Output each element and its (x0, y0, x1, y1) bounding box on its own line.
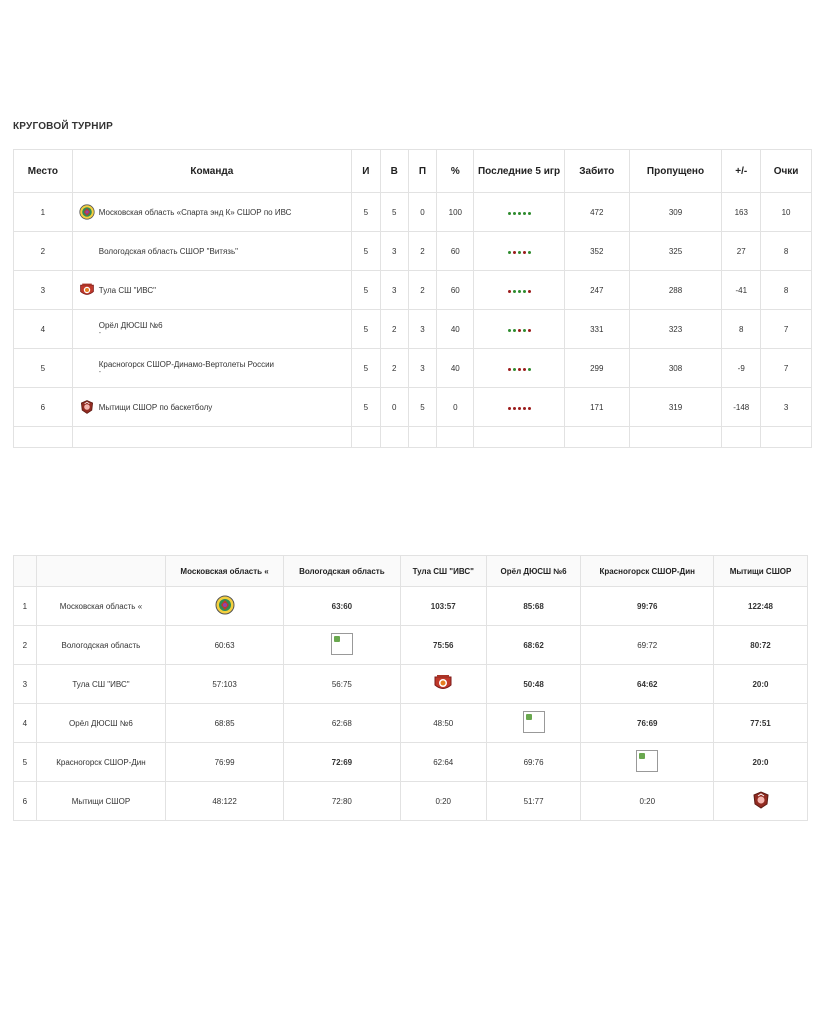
crosstable-row-num: 4 (14, 704, 37, 743)
standings-row[interactable] (14, 193, 812, 232)
crosstable-row-num: 1 (14, 587, 37, 626)
header-conceded[interactable]: Пропущено (629, 150, 722, 193)
place-cell: 4 (14, 310, 73, 349)
crosstable-row-team[interactable]: Мытищи СШОР (36, 782, 166, 821)
wins-cell: 3 (380, 271, 408, 310)
score-win-cell[interactable]: 77:51 (714, 704, 808, 743)
score-win-cell[interactable]: 20:0 (714, 665, 808, 704)
win-dot-icon (513, 329, 516, 332)
standings-table (13, 149, 812, 448)
loss-dot-icon (528, 290, 531, 293)
conceded-cell: 323 (629, 310, 722, 349)
score-win-cell[interactable]: 76:69 (581, 704, 714, 743)
crosstable-row-num: 2 (14, 626, 37, 665)
standings-row[interactable] (14, 349, 812, 388)
crosstable-header-orel: Орёл ДЮСШ №6 (486, 556, 581, 587)
points-cell: 8 (761, 232, 812, 271)
loss-dot-icon (518, 407, 521, 410)
last5-cell (474, 271, 565, 310)
games-cell: 5 (351, 310, 380, 349)
diff-cell: 8 (722, 310, 761, 349)
header-losses[interactable]: П (408, 150, 437, 193)
score-win-cell[interactable]: 50:48 (486, 665, 581, 704)
score-win-cell[interactable]: 75:56 (400, 626, 486, 665)
win-dot-icon (523, 290, 526, 293)
scored-cell: 331 (564, 310, 629, 349)
score-loss-cell[interactable]: 57:103 (166, 665, 284, 704)
crosstable-header-row (14, 556, 808, 587)
diff-cell: -41 (722, 271, 761, 310)
conceded-cell: 288 (629, 271, 722, 310)
crosstable-row (14, 587, 808, 626)
team-name-link[interactable]: Вологодская область СШОР "Витязь" (98, 246, 238, 256)
team-logo-icon (79, 360, 95, 376)
crosstable-header-num (14, 556, 37, 587)
score-loss-cell[interactable]: 60:63 (166, 626, 284, 665)
team-name-link[interactable]: Орёл ДЮСШ №6 (98, 320, 163, 330)
losses-cell: 3 (408, 349, 437, 388)
last5-cell (474, 310, 565, 349)
crosstable-row-num: 3 (14, 665, 37, 704)
score-loss-cell[interactable]: 0:20 (400, 782, 486, 821)
empty-cell (722, 427, 761, 448)
diff-cell: -9 (722, 349, 761, 388)
conceded-cell: 325 (629, 232, 722, 271)
points-cell: 3 (761, 388, 812, 427)
crosstable-header-moscow: Московская область « (166, 556, 284, 587)
loss-dot-icon (513, 251, 516, 254)
self-cell (166, 587, 284, 626)
place-cell: 2 (14, 232, 73, 271)
loss-dot-icon (508, 407, 511, 410)
points-cell: 7 (761, 349, 812, 388)
team-logo-icon (433, 686, 453, 695)
score-win-cell[interactable]: 64:62 (581, 665, 714, 704)
team-name-link[interactable]: Красногорск СШОР-Динамо-Вертолеты России (98, 359, 275, 369)
loss-dot-icon (523, 251, 526, 254)
crosstable-row (14, 743, 808, 782)
score-win-cell[interactable]: 20:0 (714, 743, 808, 782)
header-place[interactable]: Место (14, 150, 73, 193)
scored-cell: 352 (564, 232, 629, 271)
win-dot-icon (528, 251, 531, 254)
loss-dot-icon (508, 290, 511, 293)
diff-cell: 163 (722, 193, 761, 232)
wins-cell: 3 (380, 232, 408, 271)
percent-cell: 60 (437, 271, 474, 310)
loss-dot-icon (528, 407, 531, 410)
empty-cell (14, 427, 73, 448)
percent-cell: 40 (437, 349, 474, 388)
empty-cell (629, 427, 722, 448)
place-cell: 3 (14, 271, 73, 310)
points-cell: 10 (761, 193, 812, 232)
loss-dot-icon (523, 368, 526, 371)
empty-cell (437, 427, 474, 448)
empty-cell (72, 427, 351, 448)
crosstable-header-tula: Тула СШ "ИВС" (400, 556, 486, 587)
loss-dot-icon (518, 368, 521, 371)
header-percent[interactable]: % (437, 150, 474, 193)
team-cell[interactable] (72, 193, 351, 232)
team-name-link[interactable]: Тула СШ "ИВС" (98, 285, 156, 295)
last5-cell (474, 232, 565, 271)
last5-cell (474, 388, 565, 427)
empty-cell (474, 427, 565, 448)
score-loss-cell[interactable]: 69:76 (486, 743, 581, 782)
scored-cell: 171 (564, 388, 629, 427)
scored-cell: 299 (564, 349, 629, 388)
self-cell (581, 743, 714, 782)
scored-cell: 472 (564, 193, 629, 232)
games-cell: 5 (351, 271, 380, 310)
points-cell: 8 (761, 271, 812, 310)
place-cell: 1 (14, 193, 73, 232)
last5-cell (474, 349, 565, 388)
win-dot-icon (508, 251, 511, 254)
crosstable-row (14, 782, 808, 821)
place-cell: 6 (14, 388, 73, 427)
score-loss-cell[interactable]: 62:68 (283, 704, 400, 743)
score-win-cell[interactable]: 72:69 (283, 743, 400, 782)
wins-cell: 5 (380, 193, 408, 232)
points-cell: 7 (761, 310, 812, 349)
team-logo-icon (79, 204, 95, 220)
last5-cell (474, 193, 565, 232)
empty-cell (380, 427, 408, 448)
loss-dot-icon (508, 368, 511, 371)
score-win-cell[interactable]: 85:68 (486, 587, 581, 626)
games-cell: 5 (351, 193, 380, 232)
score-loss-cell[interactable]: 48:50 (400, 704, 486, 743)
win-dot-icon (513, 368, 516, 371)
conceded-cell: 308 (629, 349, 722, 388)
team-cell[interactable] (72, 349, 351, 388)
self-cell (714, 782, 808, 821)
crosstable-header-team (36, 556, 166, 587)
team-cell[interactable] (72, 388, 351, 427)
score-loss-cell[interactable]: 68:85 (166, 704, 284, 743)
games-cell: 5 (351, 232, 380, 271)
score-win-cell[interactable]: 63:60 (283, 587, 400, 626)
percent-cell: 100 (437, 193, 474, 232)
team-logo-icon (79, 243, 95, 259)
header-scored[interactable]: Забито (564, 150, 629, 193)
broken-image-icon (523, 711, 545, 733)
diff-cell: -148 (722, 388, 761, 427)
crosstable-header-mytishchi: Мытищи СШОР (714, 556, 808, 587)
self-cell (283, 626, 400, 665)
team-logo-icon (79, 282, 95, 298)
win-dot-icon (513, 290, 516, 293)
conceded-cell: 309 (629, 193, 722, 232)
empty-cell (564, 427, 629, 448)
standings-row[interactable] (14, 388, 812, 427)
standings-row[interactable] (14, 232, 812, 271)
crosstable-row-num: 5 (14, 743, 37, 782)
score-loss-cell[interactable]: 72:80 (283, 782, 400, 821)
score-loss-cell[interactable]: 56:75 (283, 665, 400, 704)
conceded-cell: 319 (629, 388, 722, 427)
crosstable-header-vologda: Вологодская область (283, 556, 400, 587)
empty-cell (351, 427, 380, 448)
crosstable-row-team[interactable]: Вологодская область (36, 626, 166, 665)
percent-cell: 60 (437, 232, 474, 271)
team-logo-icon (79, 399, 95, 415)
win-dot-icon (518, 212, 521, 215)
standings-header-row (14, 150, 812, 193)
header-last5[interactable]: Последние 5 игр (474, 150, 565, 193)
losses-cell: 2 (408, 271, 437, 310)
percent-cell: 0 (437, 388, 474, 427)
team-cell[interactable] (72, 310, 351, 349)
team-subtitle: - (98, 329, 102, 337)
score-loss-cell[interactable]: 69:72 (581, 626, 714, 665)
header-games[interactable]: И (351, 150, 380, 193)
win-dot-icon (508, 329, 511, 332)
place-cell: 5 (14, 349, 73, 388)
percent-cell: 40 (437, 310, 474, 349)
header-diff[interactable]: +/- (722, 150, 761, 193)
crosstable-row (14, 665, 808, 704)
diff-cell: 27 (722, 232, 761, 271)
self-cell (400, 665, 486, 704)
score-loss-cell[interactable]: 76:99 (166, 743, 284, 782)
team-logo-icon (79, 321, 95, 337)
win-dot-icon (518, 251, 521, 254)
empty-cell (408, 427, 437, 448)
team-name-link[interactable]: Мытищи СШОР по баскетболу (98, 402, 213, 412)
loss-dot-icon (528, 329, 531, 332)
crosstable-row-num: 6 (14, 782, 37, 821)
score-loss-cell[interactable]: 62:64 (400, 743, 486, 782)
scored-cell: 247 (564, 271, 629, 310)
wins-cell: 0 (380, 388, 408, 427)
score-win-cell[interactable]: 99:76 (581, 587, 714, 626)
win-dot-icon (513, 212, 516, 215)
score-win-cell[interactable]: 122:48 (714, 587, 808, 626)
crosstable-row (14, 704, 808, 743)
standings-row[interactable] (14, 271, 812, 310)
crosstable (13, 555, 808, 821)
header-points[interactable]: Очки (761, 150, 812, 193)
score-loss-cell[interactable]: 51:77 (486, 782, 581, 821)
win-dot-icon (518, 290, 521, 293)
win-dot-icon (528, 368, 531, 371)
score-win-cell[interactable]: 80:72 (714, 626, 808, 665)
standings-empty-row (14, 427, 812, 448)
games-cell: 5 (351, 349, 380, 388)
losses-cell: 5 (408, 388, 437, 427)
win-dot-icon (508, 212, 511, 215)
losses-cell: 2 (408, 232, 437, 271)
team-logo-icon (751, 803, 771, 812)
win-dot-icon (528, 212, 531, 215)
standings-row[interactable] (14, 310, 812, 349)
win-dot-icon (523, 212, 526, 215)
team-cell[interactable] (72, 271, 351, 310)
score-win-cell[interactable]: 68:62 (486, 626, 581, 665)
team-cell[interactable] (72, 232, 351, 271)
team-name-link[interactable]: Московская область «Спарта энд К» СШОР по ИВС (98, 207, 292, 217)
crosstable-row (14, 626, 808, 665)
wins-cell: 2 (380, 349, 408, 388)
team-logo-icon (215, 608, 235, 617)
loss-dot-icon (518, 329, 521, 332)
header-wins[interactable]: В (380, 150, 408, 193)
team-subtitle: - (98, 368, 102, 376)
score-win-cell[interactable]: 103:57 (400, 587, 486, 626)
loss-dot-icon (523, 407, 526, 410)
crosstable-header-krasnogorsk: Красногорск СШОР-Дин (581, 556, 714, 587)
header-team[interactable]: Команда (72, 150, 351, 193)
score-loss-cell[interactable]: 48:122 (166, 782, 284, 821)
crosstable-row-team[interactable]: Орёл ДЮСШ №6 (36, 704, 166, 743)
empty-cell (761, 427, 812, 448)
losses-cell: 0 (408, 193, 437, 232)
page-title: КРУГОВОЙ ТУРНИР (13, 121, 113, 132)
crosstable-row-team[interactable]: Тула СШ "ИВС" (36, 665, 166, 704)
losses-cell: 3 (408, 310, 437, 349)
broken-image-icon (331, 633, 353, 655)
broken-image-icon (636, 750, 658, 772)
loss-dot-icon (513, 407, 516, 410)
score-loss-cell[interactable]: 0:20 (581, 782, 714, 821)
crosstable-row-team[interactable]: Красногорск СШОР-Дин (36, 743, 166, 782)
games-cell: 5 (351, 388, 380, 427)
crosstable-row-team[interactable]: Московская область « (36, 587, 166, 626)
win-dot-icon (523, 329, 526, 332)
wins-cell: 2 (380, 310, 408, 349)
self-cell (486, 704, 581, 743)
